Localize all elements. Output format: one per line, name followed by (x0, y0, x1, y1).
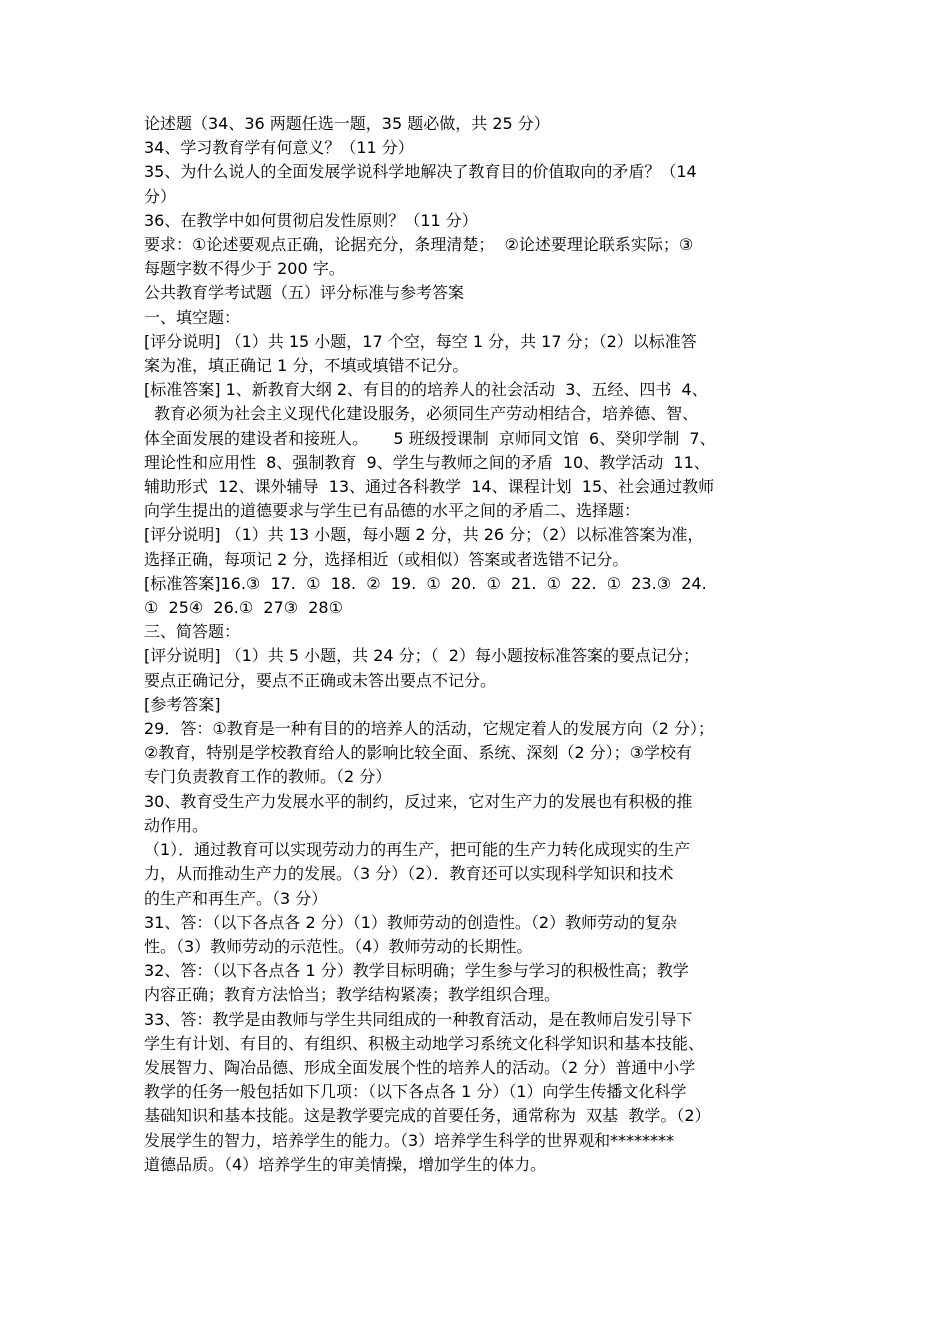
text-line: 教学的任务一般包括如下几项：（以下各点各 1 分）（1）向学生传播文化科学 (144, 1082, 687, 1102)
text-line: 31、答：（以下各点各 2 分）（1）教师劳动的创造性。（2）教师劳动的复杂 (144, 912, 678, 932)
text-line: 教育必须为社会主义现代化建设服务，必须同生产劳动相结合，培养德、智、 (144, 404, 699, 424)
text-line: 内容正确；教育方法恰当；教学结构紧凑；教学组织合理。 (144, 985, 561, 1005)
document-page (144, 112, 814, 1177)
text-line: 专门负责教育工作的教师。（2 分） (144, 767, 392, 787)
text-line: [评分说明] （1）共 13 小题，每小题 2 分，共 26 分；（2）以标准答案为准， (144, 525, 704, 545)
text-line: 35、为什么说人的全面发展学说科学地解决了教育目的价值取向的矛盾？（14 (144, 162, 697, 182)
text-line: 发展智力、陶冶品德、形成全面发展个性的培养人的活动。（2 分）普通中小学 (144, 1057, 696, 1077)
text-line: ① 25④ 26.① 27③ 28① (144, 598, 343, 618)
text-line: 基础知识和基本技能。这是教学要完成的首要任务，通常称为 双基 教学。（2） (144, 1106, 711, 1126)
section-title: 公共教育学考试题（五）评分标准与参考答案 (144, 283, 465, 303)
text-line: 33、答：教学是由教师与学生共同组成的一种教育活动，是在教师启发引导下 (144, 1009, 693, 1029)
text-line: 性。（3）教师劳动的示范性。（4）教师劳动的长期性。 (144, 936, 533, 956)
text-line: 向学生提出的道德要求与学生已有品德的水平之间的矛盾二、选择题： (144, 501, 641, 521)
section-heading: 一、填空题： (144, 307, 241, 327)
text-line: [标准答案]16.③ 17. ① 18. ② 19. ① 20. ① 21. ① 22. ① 23.③ 24. (144, 573, 707, 593)
text-line: 选择正确，每项记 2 分，选择相近（或相似）答案或者选错不记分。 (144, 549, 629, 569)
text-line: 要点正确记分，要点不正确或未答出要点不记分。 (144, 670, 497, 690)
text-line: 道德品质。（4）培养学生的审美情操，增加学生的体力。 (144, 1154, 547, 1174)
text-line: [评分说明] （1）共 5 小题，共 24 分；（ 2）每小题按标准答案的要点记分； (144, 646, 699, 666)
text-line: 论述题（34、36 两题任选一题，35 题必做，共 25 分） (144, 114, 550, 133)
text-line: 发展学生的智力，培养学生的能力。（3）培养学生科学的世界观和******** (144, 1130, 675, 1150)
text-line: 29．答：①教育是一种有目的的培养人的活动，它规定着人的发展方向（2 分）； (144, 719, 714, 739)
text-line: （1）．通过教育可以实现劳动力的再生产，把可能的生产力转化成现实的生产 (144, 840, 691, 860)
text-line: 的生产和再生产。（3 分） (144, 888, 328, 908)
text-line: ②教育，特别是学校教育给人的影响比较全面、系统、深刻（2 分）；③学校有 (144, 743, 692, 763)
text-line: 分） (144, 186, 177, 206)
text-line: 动作用。 (144, 815, 209, 835)
text-line: 每题字数不得少于 200 字。 (144, 259, 345, 279)
text-line: 力，从而推动生产力的发展。（3 分）（2）．教育还可以实现科学知识和技术 (144, 864, 674, 884)
text-line: 36、在教学中如何贯彻启发性原则？（11 分） (144, 210, 478, 230)
text-line: 理论性和应用性 8、强制教育 9、学生与教师之间的矛盾 10、教学活动 11、 (144, 452, 710, 472)
text-line: 辅助形式 12、课外辅导 13、通过各科教学 14、课程计划 15、社会通过教师 (144, 477, 715, 497)
section-heading: 三、简答题： (144, 622, 241, 642)
text-line: [参考答案] (144, 694, 221, 714)
text-line: 34、学习教育学有何意义？（11 分） (144, 138, 414, 158)
text-line: 32、答：（以下各点各 1 分）教学目标明确；学生参与学习的积极性高；教学 (144, 961, 689, 981)
text-line: 要求：①论述要观点正确，论据充分，条理清楚； ②论述要理论联系实际；③ (144, 235, 694, 255)
text-line: [评分说明] （1）共 15 小题，17 个空，每空 1 分，共 17 分；（2）以标准答 (144, 331, 697, 351)
text-line: 30、教育受生产力发展水平的制约，反过来，它对生产力的发展也有积极的推 (144, 791, 693, 811)
text-line: [标准答案] 1、新教育大纲 2、有目的的培养人的社会活动 3、五经、四书 4、 (144, 380, 708, 400)
text-line: 体全面发展的建设者和接班人。 5 班级授课制 京师同文馆 6、癸卯学制 7、 (144, 428, 716, 448)
text-line: 学生有计划、有目的、有组织、积极主动地学习系统文化科学知识和基本技能、 (144, 1033, 705, 1053)
text-line: 案为准，填正确记 1 分，不填或填错不记分。 (144, 356, 469, 376)
